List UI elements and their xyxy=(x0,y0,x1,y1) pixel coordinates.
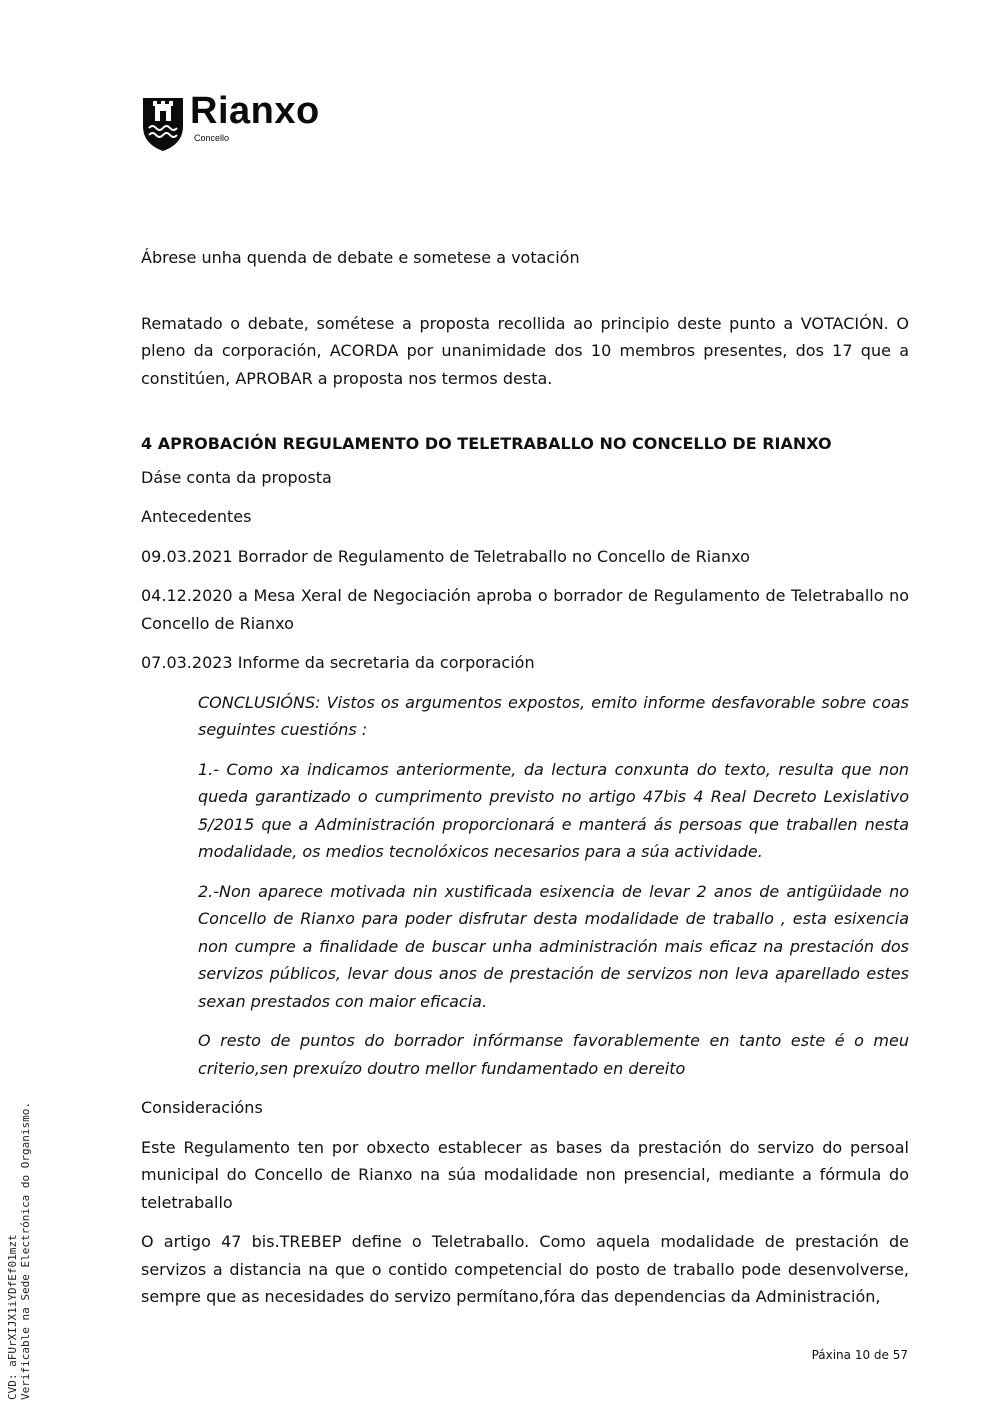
document-body xyxy=(141,244,909,1323)
verification-note: Verificable na Sede Electrónica do Organismo. xyxy=(19,1101,32,1400)
coat-of-arms-icon xyxy=(141,96,185,152)
paragraph-antecedent-2: 04.12.2020 a Mesa Xeral de Negociación aproba o borrador de Regulamento de Teletraballo no Concello de Rianxo xyxy=(141,586,909,633)
logo-subtitle: Concello xyxy=(194,133,230,143)
paragraph-antecedents-label: Antecedentes xyxy=(141,507,252,526)
section-heading: 4 APROBACIÓN REGULAMENTO DO TELETRABALLO NO CONCELLO DE RIANXO xyxy=(141,434,832,453)
quote-point-2: 2.-Non aparece motivada nin xustificada esixencia de levar 2 anos de antigüidade no Concello de Rianxo para poder disfrutar desta modalidade de traballo , esta esixencia non cumpre a finalidade de buscar unha administración mais eficaz na prestación dos servizos públicos, levar dous anos de prestación de servizos non leva aparellado estes sexan prestados con maior eficacia. xyxy=(198,881,909,1011)
verification-code: CVD: aFUrXIJX1iYDfEf01mzt xyxy=(6,1234,19,1400)
paragraph-article-47bis: O artigo 47 bis.TREBEP define o Teletraballo. Como aquela modalidade de prestación de servizos a distancia na que o contido competencial do posto de traballo pode desenvolverse, sempre que as necesidades do servizo permítano,fóra das dependencias da Administración, xyxy=(141,1232,909,1306)
paragraph-antecedent-3: 07.03.2023 Informe da secretaria da corporación xyxy=(141,653,535,672)
quote-rest: O resto de puntos do borrador infórmanse favorablemente en tanto este é o meu criterio,sen prexuízo doutro mellor fundamentado en dereito xyxy=(198,1031,909,1078)
page-number: Páxina 10 de 57 xyxy=(811,1348,908,1362)
concello-logo xyxy=(141,90,361,156)
paragraph-vote-result: Rematado o debate, sométese a proposta recollida ao principio deste punto a VOTACIÓN. O pleno da corporación, ACORDA por unanimidade dos 10 membros presentes, dos 17 que a constitúen, APROBAR a proposta nos termos desta. xyxy=(141,313,909,388)
verification-stamp xyxy=(6,1102,32,1400)
quote-point-1: 1.- Como xa indicamos anteriormente, da lectura conxunta do texto, resulta que non queda garantizado o cumprimento previsto no artigo 47bis 4 Real Decreto Lexislativo 5/2015 que a Administración proporcionará e manterá ás persoas que traballen nesta modalidade, os medios tecnolóxicos necesarios para a súa actividade. xyxy=(198,759,909,861)
paragraph-regulation-object: Este Regulamento ten por obxecto establecer as bases da prestación do servizo do persoal municipal do Concello de Rianxo na súa modalidade non presencial, mediante a fórmula do teletraballo xyxy=(141,1137,909,1212)
paragraph-antecedent-1: 09.03.2021 Borrador de Regulamento de Teletraballo no Concello de Rianxo xyxy=(141,546,750,566)
quote-conclusions: CONCLUSIÓNS: Vistos os argumentos expostos, emito informe desfavorable sobre coas seguintes cuestións : xyxy=(198,692,909,739)
paragraph-proposal: Dáse conta da proposta xyxy=(141,467,332,487)
paragraph-considerations-label: Consideracións xyxy=(141,1098,263,1117)
paragraph-debate: Ábrese unha quenda de debate e sometese a votación xyxy=(141,248,580,267)
logo-name: Rianxo xyxy=(190,90,320,132)
